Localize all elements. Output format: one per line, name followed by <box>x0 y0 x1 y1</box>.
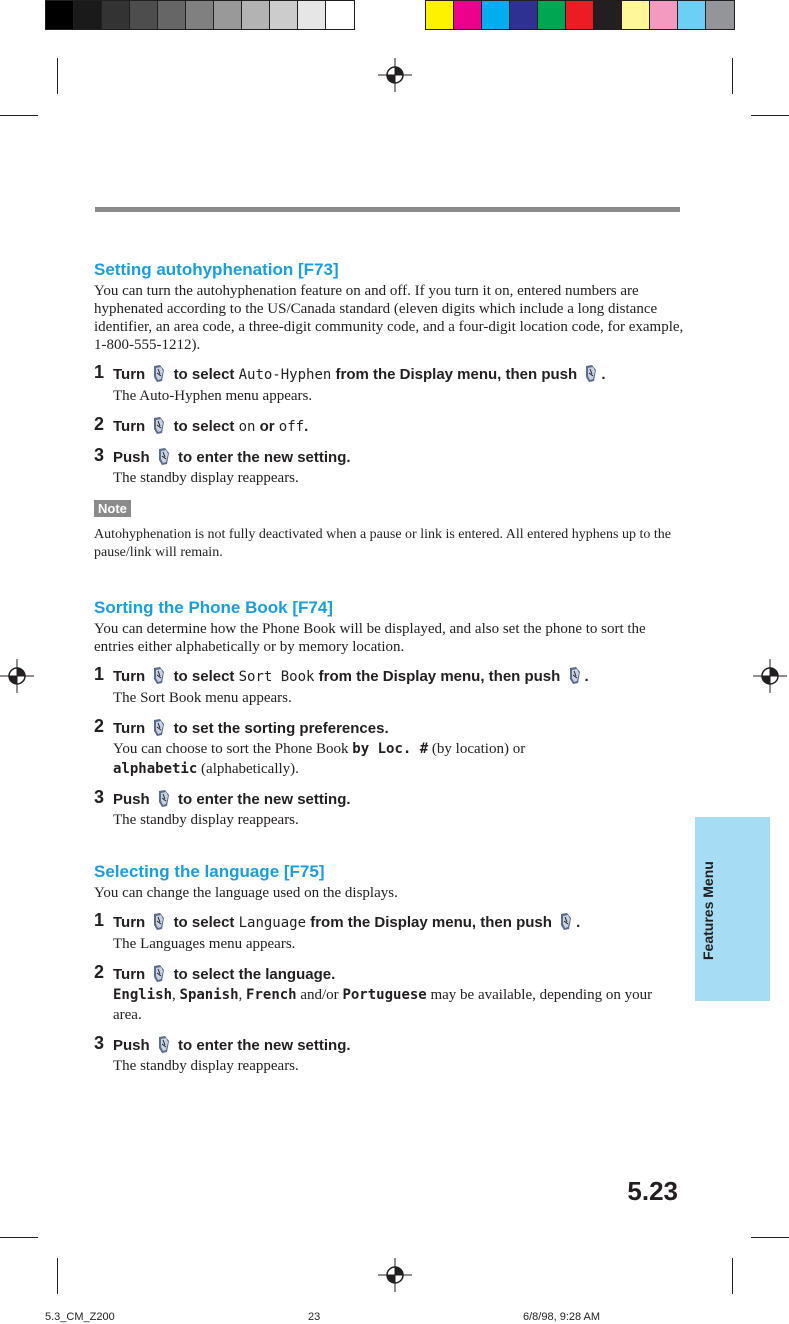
rotary-dial-icon <box>558 912 574 931</box>
result-text: (alphabetically). <box>201 761 299 777</box>
color-swatch <box>538 1 566 29</box>
step-number: 3 <box>94 1033 105 1053</box>
result-text: (by location) or <box>431 741 526 757</box>
step-verb: Turn <box>113 366 146 383</box>
step-result: The standby display reappears. <box>113 812 299 828</box>
step-verb: Push <box>113 1037 150 1054</box>
crop-mark <box>0 115 38 116</box>
section-autohyphenation <box>94 258 684 562</box>
registration-mark-left <box>0 659 34 693</box>
footer-filename: 5.3_CM_Z200 <box>45 1311 115 1323</box>
step-text: to select <box>173 668 235 685</box>
rotary-dial-icon <box>151 964 167 983</box>
footer-timestamp: 6/8/98, 9:28 AM <box>523 1311 601 1323</box>
step-result: English, Spanish, French and/or Portuguese may be available, depending on your area. <box>113 987 653 1023</box>
step-item <box>94 666 684 708</box>
display-menu-item: Sort Book <box>238 669 315 685</box>
section-sort-phone-book <box>94 596 684 830</box>
step-verb: Push <box>113 449 150 466</box>
color-swatch <box>622 1 650 29</box>
section-select-language <box>94 860 684 1076</box>
color-swatch <box>510 1 538 29</box>
section-intro: You can determine how the Phone Book will be displayed, and also set the phone to sort the entries either alphabetically or by memory location. <box>94 621 646 655</box>
step-punctuation: . <box>304 418 309 435</box>
step-instruction <box>113 964 684 984</box>
step-number: 2 <box>94 414 105 434</box>
step-verb: Turn <box>113 720 146 737</box>
step-verb: Turn <box>113 418 146 435</box>
color-swatch <box>214 1 242 29</box>
color-swatch <box>650 1 678 29</box>
crop-mark <box>732 1258 733 1294</box>
step-instruction <box>113 718 684 738</box>
footer-page: 23 <box>308 1311 321 1323</box>
step-instruction <box>113 666 684 687</box>
color-swatch <box>678 1 706 29</box>
color-swatch <box>130 1 158 29</box>
color-swatch <box>426 1 454 29</box>
step-item <box>94 364 684 406</box>
section-title: Sorting the Phone Book [F74] <box>94 598 333 617</box>
step-verb: Turn <box>113 914 146 931</box>
crop-mark <box>751 115 789 116</box>
step-item <box>94 416 684 437</box>
step-verb: Turn <box>113 966 146 983</box>
step-result: The standby display reappears. <box>113 470 299 486</box>
step-punctuation: . <box>576 914 581 931</box>
display-option: by Loc. # <box>352 741 429 757</box>
color-swatch <box>482 1 510 29</box>
step-item <box>94 447 684 488</box>
crop-mark <box>57 1258 58 1294</box>
rotary-dial-icon <box>151 416 167 435</box>
registration-mark-right <box>753 659 787 693</box>
step-punctuation: . <box>584 668 589 685</box>
section-intro: You can turn the autohyphenation feature on and off. If you turn it on, entered numbers are hyphenated according to the US/Canada standard (eleven digits which include a long distance identifier, an area code, a three-digit community code, and a four-digit location code, for example, 1-800-555-1212). <box>94 283 684 353</box>
step-text: from the Display menu, then push <box>318 668 561 685</box>
step-result <box>113 739 684 779</box>
step-number: 3 <box>94 787 105 807</box>
color-swatch <box>102 1 130 29</box>
registration-mark-top <box>378 58 412 92</box>
display-option: on <box>238 419 256 435</box>
rotary-dial-icon <box>583 364 599 383</box>
step-text: to select the language. <box>173 966 336 983</box>
display-menu-item: Auto-Hyphen <box>238 367 332 383</box>
language-option: French <box>246 987 297 1003</box>
color-swatch <box>326 1 354 29</box>
step-item <box>94 964 684 1025</box>
step-number: 1 <box>94 664 105 684</box>
color-swatch <box>454 1 482 29</box>
step-instruction <box>113 447 684 467</box>
section-intro: You can change the language used on the displays. <box>94 885 398 901</box>
rotary-dial-icon <box>156 789 172 808</box>
rotary-dial-icon <box>151 666 167 685</box>
header-rule <box>95 207 680 212</box>
process-color-bar <box>425 0 735 30</box>
color-swatch <box>158 1 186 29</box>
crop-mark <box>751 1237 789 1238</box>
section-title: Setting autohyphenation [F73] <box>94 260 339 279</box>
result-text: may be available, depending on your area. <box>113 987 653 1023</box>
step-text: from the Display menu, then push <box>310 914 552 931</box>
result-text: and/or <box>300 987 339 1003</box>
rotary-dial-icon <box>156 1035 172 1054</box>
step-text: or <box>259 418 275 435</box>
display-option: off <box>278 419 305 435</box>
color-swatch <box>270 1 298 29</box>
color-swatch <box>298 1 326 29</box>
step-number: 1 <box>94 910 105 930</box>
step-item <box>94 912 684 954</box>
crop-mark <box>0 1237 38 1238</box>
display-menu-item: Language <box>238 915 307 931</box>
crop-mark <box>57 58 58 94</box>
step-number: 2 <box>94 716 105 736</box>
color-swatch <box>594 1 622 29</box>
side-tab-label: Features Menu <box>700 861 716 960</box>
step-instruction <box>113 789 684 809</box>
color-swatch <box>706 1 734 29</box>
step-text: to enter the new setting. <box>178 791 351 808</box>
step-verb: Push <box>113 791 150 808</box>
step-text: to enter the new setting. <box>178 449 351 466</box>
step-text: to enter the new setting. <box>178 1037 351 1054</box>
rotary-dial-icon <box>151 718 167 737</box>
rotary-dial-icon <box>156 447 172 466</box>
rotary-dial-icon <box>567 666 583 685</box>
step-result: The Sort Book menu appears. <box>113 690 292 706</box>
color-swatch <box>566 1 594 29</box>
page-content <box>94 258 684 1076</box>
language-option: Portuguese <box>342 987 427 1003</box>
step-instruction <box>113 364 684 385</box>
step-instruction <box>113 912 684 933</box>
page-number: 5.23 <box>627 1176 678 1206</box>
note-text: Autohyphenation is not fully deactivated when a pause or link is entered. All entered hyphens up to the pause/link will remain. <box>94 527 671 560</box>
step-text: to select <box>173 418 235 435</box>
color-swatch <box>242 1 270 29</box>
language-option: Spanish <box>179 987 239 1003</box>
note-badge: Note <box>94 500 131 517</box>
step-result: The standby display reappears. <box>113 1058 299 1074</box>
step-item <box>94 718 684 779</box>
result-text: You can choose to sort the Phone Book <box>113 741 349 757</box>
grayscale-color-bar <box>45 0 355 30</box>
color-swatch <box>186 1 214 29</box>
step-text: to select <box>173 914 235 931</box>
step-item <box>94 1035 684 1076</box>
step-text: from the Display menu, then push <box>335 366 578 383</box>
step-punctuation: . <box>601 366 606 383</box>
step-instruction <box>113 416 684 437</box>
step-result: The Languages menu appears. <box>113 936 296 952</box>
language-option: English <box>113 987 173 1003</box>
step-text: to select <box>173 366 235 383</box>
rotary-dial-icon <box>151 912 167 931</box>
step-item <box>94 789 684 830</box>
display-option: alphabetic <box>113 761 198 777</box>
section-title: Selecting the language [F75] <box>94 862 325 881</box>
step-verb: Turn <box>113 668 146 685</box>
step-number: 1 <box>94 362 105 382</box>
step-number: 3 <box>94 445 105 465</box>
color-swatch <box>46 1 74 29</box>
step-result: The Auto-Hyphen menu appears. <box>113 388 313 404</box>
color-swatch <box>74 1 102 29</box>
rotary-dial-icon <box>151 364 167 383</box>
step-instruction <box>113 1035 684 1055</box>
crop-mark <box>732 58 733 94</box>
step-number: 2 <box>94 962 105 982</box>
step-text: to set the sorting preferences. <box>173 720 389 737</box>
registration-mark-bottom <box>378 1258 412 1292</box>
